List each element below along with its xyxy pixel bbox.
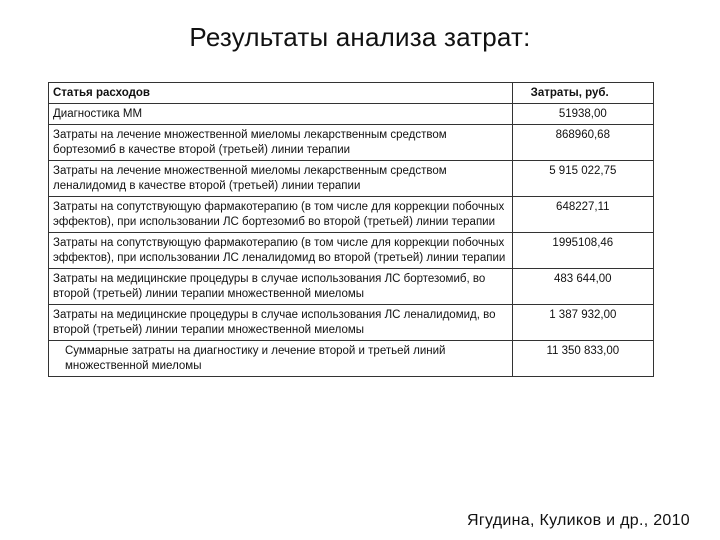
row-item: Затраты на медицинские процедуры в случае использования ЛС бортезомиб, во второй (третьей) линии терапии множественной миеломы bbox=[49, 269, 513, 305]
row-cost: 483 644,00 bbox=[512, 269, 653, 305]
header-cost-amount: Затраты, руб. bbox=[512, 83, 653, 104]
table-header-row bbox=[49, 83, 654, 104]
row-item: Затраты на лечение множественной миеломы лекарственным средством леналидомид в качестве второй (третьей) линии терапии bbox=[49, 161, 513, 197]
table-row bbox=[49, 161, 654, 197]
table-row bbox=[49, 197, 654, 233]
row-item: Затраты на сопутствующую фармакотерапию (в том числе для коррекции побочных эффектов), при использовании ЛС леналидомид во второй (третьей) линии терапии bbox=[49, 233, 513, 269]
table-row-total bbox=[49, 341, 654, 377]
row-item: Затраты на медицинские процедуры в случае использования ЛС леналидомид, во второй (третьей) линии терапии множественной миеломы bbox=[49, 305, 513, 341]
table-row bbox=[49, 104, 654, 125]
table-row bbox=[49, 269, 654, 305]
table-row bbox=[49, 125, 654, 161]
row-item: Затраты на сопутствующую фармакотерапию (в том числе для коррекции побочных эффектов), при использовании ЛС бортезомиб во второй (третьей) линии терапии bbox=[49, 197, 513, 233]
row-cost: 1995108,46 bbox=[512, 233, 653, 269]
row-cost: 868960,68 bbox=[512, 125, 653, 161]
table-row bbox=[49, 305, 654, 341]
row-item-total: Суммарные затраты на диагностику и лечение второй и третьей линий множественной миеломы bbox=[49, 341, 513, 377]
row-cost: 51938,00 bbox=[512, 104, 653, 125]
row-cost-total: 11 350 833,00 bbox=[512, 341, 653, 377]
page-title: Результаты анализа затрат: bbox=[189, 22, 531, 52]
header-cost-item: Статья расходов bbox=[49, 83, 513, 104]
table-row bbox=[49, 233, 654, 269]
row-cost: 648227,11 bbox=[512, 197, 653, 233]
source-credit: Ягудина, Куликов и др., 2010 bbox=[467, 512, 690, 529]
row-item: Диагностика ММ bbox=[49, 104, 513, 125]
row-cost: 1 387 932,00 bbox=[512, 305, 653, 341]
row-cost: 5 915 022,75 bbox=[512, 161, 653, 197]
cost-analysis-table bbox=[48, 82, 654, 377]
row-item: Затраты на лечение множественной миеломы лекарственным средством бортезомиб в качестве второй (третьей) линии терапии bbox=[49, 125, 513, 161]
